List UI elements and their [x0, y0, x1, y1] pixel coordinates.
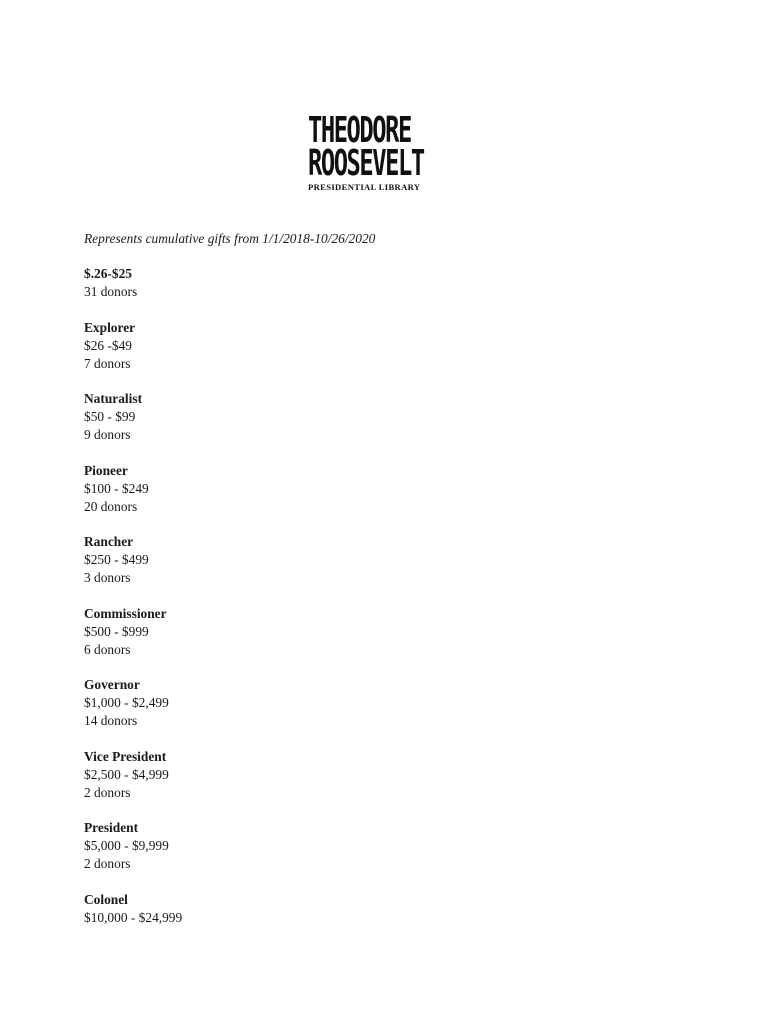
logo-line-theodore: THEODORE: [308, 110, 411, 151]
giving-level: [84, 819, 684, 873]
giving-level: [84, 891, 684, 927]
giving-level: [84, 605, 684, 659]
logo-line-presidential-library: PRESIDENTIAL LIBRARY: [308, 182, 421, 192]
level-name: Commissioner: [84, 605, 167, 621]
level-range: $50 - $99: [84, 409, 136, 424]
level-name: Governor: [84, 677, 140, 692]
level-donor-count: 2 donors: [84, 784, 131, 800]
level-name: Vice President: [84, 748, 167, 764]
level-range: $250 - $499: [84, 552, 149, 567]
giving-level: [84, 265, 684, 301]
level-range: $10,000 - $24,999: [84, 909, 183, 925]
level-donor-count: 2 donors: [84, 856, 131, 871]
level-donor-count: 6 donors: [84, 641, 131, 657]
level-name: Colonel: [84, 891, 128, 907]
logo-line-roosevelt: ROOSEVELT: [308, 143, 424, 184]
level-range: $500 - $999: [84, 623, 149, 639]
level-name: Explorer: [84, 319, 136, 335]
giving-level: [84, 748, 684, 802]
giving-level: [84, 390, 684, 444]
level-donor-count: 3 donors: [84, 570, 131, 585]
level-name: Naturalist: [84, 391, 143, 406]
giving-level: [84, 676, 684, 730]
level-range: $2,500 - $4,999: [84, 766, 169, 782]
level-range: $5,000 - $9,999: [84, 838, 169, 853]
level-name: $.26-$25: [84, 266, 132, 281]
level-donor-count: 9 donors: [84, 427, 131, 442]
level-name: Pioneer: [84, 462, 128, 478]
level-donor-count: 31 donors: [84, 284, 138, 299]
giving-level: [84, 319, 684, 373]
level-donor-count: 14 donors: [84, 713, 138, 728]
level-range: $100 - $249: [84, 480, 149, 496]
level-range: $26 -$49: [84, 337, 132, 353]
level-name: Rancher: [84, 534, 134, 549]
theodore-roosevelt-library-logo: [308, 110, 438, 192]
giving-level: [84, 462, 684, 516]
intro-note: Represents cumulative gifts from 1/1/2018-10/26/2020: [84, 231, 376, 246]
level-range: $1,000 - $2,499: [84, 695, 169, 710]
donor-levels-content: [84, 230, 684, 944]
level-donor-count: 20 donors: [84, 498, 138, 514]
giving-level: [84, 533, 684, 587]
level-donor-count: 7 donors: [84, 355, 131, 371]
level-name: President: [84, 820, 139, 835]
